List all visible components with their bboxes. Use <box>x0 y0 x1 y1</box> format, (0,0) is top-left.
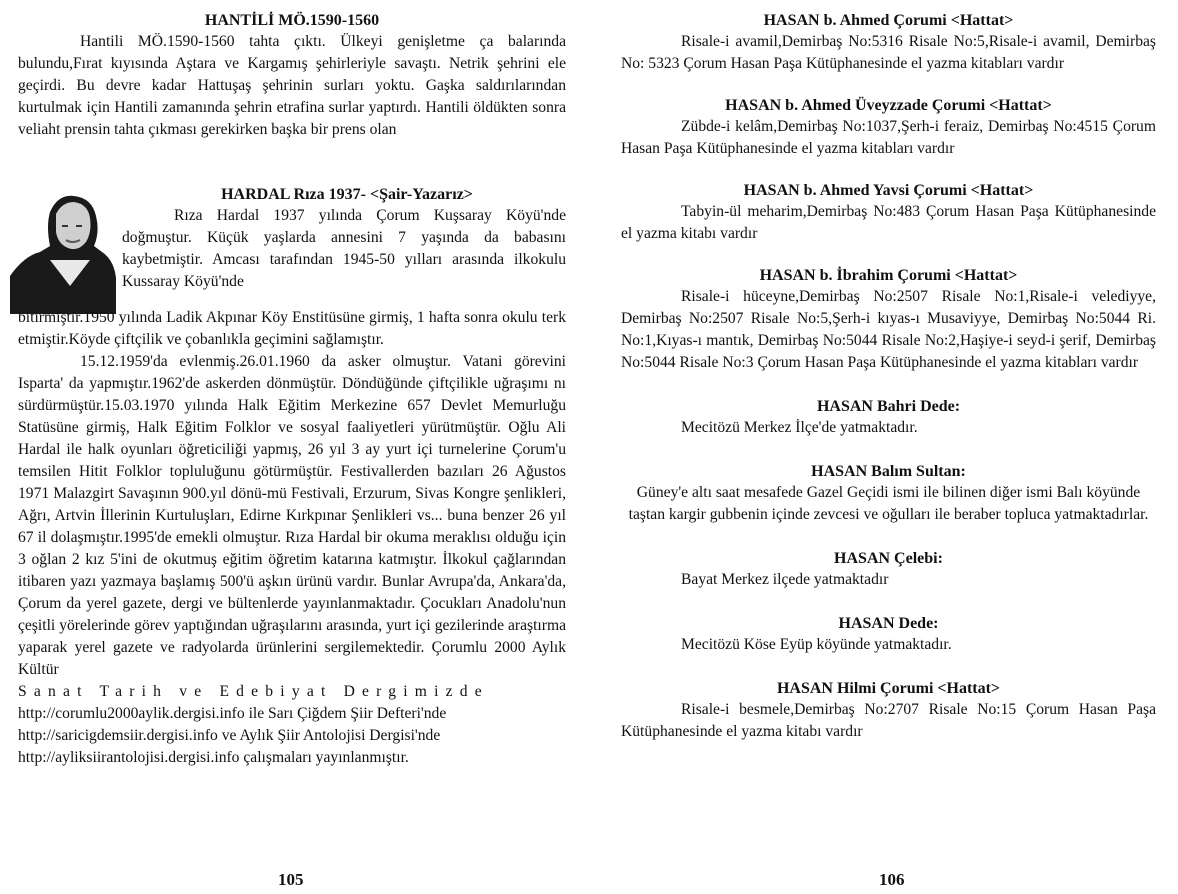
entry-body: Bayat Merkez ilçede yatmaktadır <box>681 571 889 588</box>
entry-hasan-ahmed-uveyzzade <box>621 95 1156 160</box>
entry-hasan-ahmed <box>621 10 1156 75</box>
entry-title: HASAN b. Ahmed Yavsi Çorumi <Hattat> <box>743 182 1034 199</box>
hardal-url-line-3: http://ayliksiirantolojisi.dergisi.info çalışmaları yayınlanmıştır. <box>18 749 409 766</box>
page-number-left: 105 <box>278 870 304 889</box>
entry-body: Risale-i besmele,Demirbaş No:2707 Risale No:15 Çorum Hasan Paşa Kütüphanesinde el yazma kitabı vardır <box>621 701 1156 740</box>
entry-hasan-hilmi <box>621 678 1156 743</box>
entry-title: HASAN Çelebi: <box>834 550 943 567</box>
entry-body-hantili: Hantili MÖ.1590-1560 tahta çıktı. Ülkeyi genişletme ça balarında bulundu,Fırat kıyısında Aştara ve Kargamış şehirleriyle savaştı. Netrik şehrini ele geçirdi. Bu devre kadar Hattuşaş şehrinin surları yoktu. Gaşka saldırılarından kurtulmak için Hantili zamanında şehrin etrafina surlar yaptırdı. Hantili öldükten sonra veliaht prensin tahta çıkması gerekirken başka bir prens olan <box>18 33 566 138</box>
entry-title: HASAN Dede: <box>838 615 939 632</box>
entry-body: Güney'e altı saat mesafede Gazel Geçidi ismi ile bilinen diğer ismi Balı köyünde taştan kargir gubbenin içinde zevcesi ve oğulları ile beraber topluca yatmaktadırlar. <box>628 484 1149 523</box>
entry-title: HASAN Hilmi Çorumi <Hattat> <box>776 680 1001 697</box>
hardal-body: 15.12.1959'da evlenmiş.26.01.1960 da asker olmuştur. Vatani görevini Isparta' da yapmıştır.1962'de askerden dönmüştür. Döndüğünde çiftçilikle uğraşımı nı sürdürmüştür.15.03.1970 yılında Halk Eğitim Merkezine 657 Devlet Memurluğu Statüsüne girmiş, Halk Eğitim Folklor ve sosyal faaliyetleri yürütmüştür. Oğlu Ali Hardal ile halk oyunları öğreticiliği yapmış, 26 yıl 3 ay yurt içi turnelerine Çorum'u temsilen Hitit Folklor topluluğunu götürmüştür. Festivallerden bazıları 26 Ağustos 1971 Malazgirt Savaşının 900.yıl dönü-mü Festivali, Erzurum, Sivas Kongre şenlikleri, Ağrı, Artvin İllerinin Kurtuluşları, Edirne Kırkpınar Şenlikleri vs... buna benzer 26 yıl 67 il dolaşmıştır.1995'de emekli olmuştur. Rıza Hardal bir okuma meraklısı olduğu için 3 oğlan 2 kız 5'ini de okutmuş eğitim öğretim katarına katmıştır. İlkokul çağlarından itibaren yazı yazmaya başlamış 500'ü aşkın ürünü vardır. Bunlar Avrupa'da, Ankara'da, Çorum da yerel gazete, dergi ve bültenlerde yayınlanmaktadır. Çocukları Anadolu'nun çeşitli yörelerinde görev yaptığından uğraşılarını arasında, yurt içi gezilerinde araştırma yaparak yerel gazete ve radyolarda ürünlerini sergilemektedir. Çorumlu 2000 Aylık Kültür <box>18 353 566 678</box>
hardal-intro: Rıza Hardal 1937 yılında Çorum Kuşsaray Köyü'nde doğmuştur. Küçük yaşlarda annesini 7 yaşında da babasını kaybetmiştir. Amcası tarafından 1945-50 yılları arasında ilkokulu Kussaray Köyü'nde <box>122 207 566 290</box>
entry-title-hantili: HANTİLİ MÖ.1590-1560 <box>204 12 380 29</box>
entry-hasan-balim-sultan <box>621 461 1156 526</box>
left-column <box>18 10 566 141</box>
hardal-spaced-line: Sanat Tarih ve Edebiyat Dergimizde <box>18 683 489 700</box>
right-column <box>621 10 1156 753</box>
entry-body: Risale-i avamil,Demirbaş No:5316 Risale No:5,Risale-i avamil, Demirbaş No: 5323 Çorum Hasan Paşa Kütüphanesinde el yazma kitabları vardır <box>621 33 1156 72</box>
entry-body: Risale-i hüceyne,Demirbaş No:2507 Risale No:1,Risale-i velediyye, Demirbaş No:2507 Risale No:5,Şerh-i kıyas-ı Musaviyye, Demirbaş No:5044 Ri. No:1,Kıyas-ı mantık, Demirbaş No:5044 Risale No:2,Haşiye-i seyd-i şerif, Demirbaş No:5044 Risale No:3 Çorum Hasan Paşa Kütüphanesinde el yazma kitabları vardır <box>621 288 1156 371</box>
entry-title: HASAN Bahri Dede: <box>816 398 961 415</box>
entry-hasan-ahmed-yavsi <box>621 180 1156 245</box>
entry-title: HASAN b. Ahmed Çorumi <Hattat> <box>763 12 1014 29</box>
entry-hasan-celebi <box>621 548 1156 591</box>
entry-title: HASAN b. Ahmed Üveyzzade Çorumi <Hattat> <box>725 97 1052 114</box>
hardal-continued: bitirmiştir.1950 yılında Ladik Akpınar Köy Enstitüsüne girmiş, 1 hafta sonra okulu terk etmiştir.Köyde çiftçilik ve çobanlıkla geçimini sağlamıştır. <box>18 309 566 348</box>
portrait-photo <box>10 186 116 314</box>
hardal-intro-wrap <box>122 205 566 293</box>
entry-hasan-dede <box>621 613 1156 656</box>
hardal-continued-wrap <box>18 307 566 769</box>
page-number-right: 106 <box>879 870 905 889</box>
hardal-url-line-1: http://corumlu2000aylik.dergisi.info ile Sarı Çiğdem Şiir Defteri'nde <box>18 705 447 722</box>
entry-hasan-bahri-dede <box>621 396 1156 439</box>
entry-body: Zübde-i kelâm,Demirbaş No:1037,Şerh-i feraiz, Demirbaş No:4515 Çorum Hasan Paşa Kütüphanesinde el yazma kitabları vardır <box>621 118 1156 157</box>
entry-title: HASAN b. İbrahim Çorumi <Hattat> <box>759 267 1018 284</box>
entry-body: Mecitözü Köse Eyüp köyünde yatmaktadır. <box>681 636 952 653</box>
entry-body: Mecitözü Merkez İlçe'de yatmaktadır. <box>681 419 918 436</box>
entry-title-hardal: HARDAL Rıza 1937- <Şair-Yazarız> <box>221 186 473 203</box>
entry-hasan-ibrahim <box>621 265 1156 374</box>
entry-title: HASAN Balım Sultan: <box>811 463 966 480</box>
entry-body: Tabyin-ül meharim,Demirbaş No:483 Çorum Hasan Paşa Kütüphanesinde el yazma kitabı vardır <box>621 203 1156 242</box>
hardal-url-line-2: http://saricigdemsiir.dergisi.info ve Aylık Şiir Antolojisi Dergisi'nde <box>18 727 441 744</box>
